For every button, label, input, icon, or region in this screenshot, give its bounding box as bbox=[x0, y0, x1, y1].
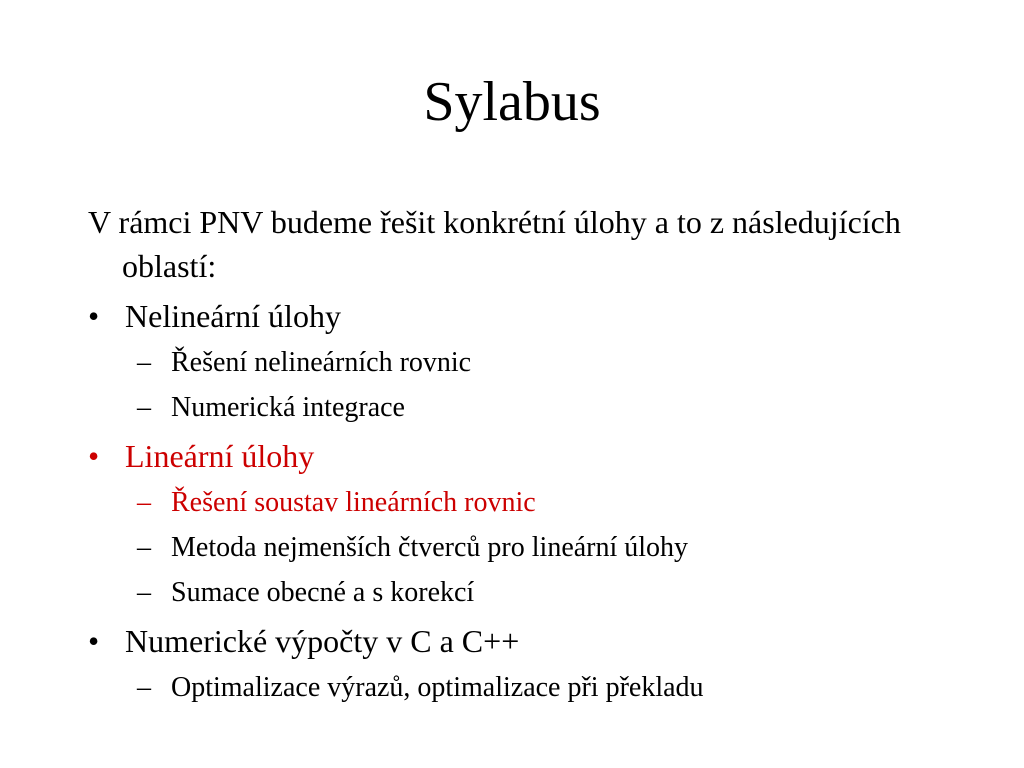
subitem-label: Řešení soustav lineárních rovnic bbox=[171, 487, 536, 518]
subitem-summation bbox=[88, 570, 958, 615]
slide-title: Sylabus bbox=[423, 71, 601, 133]
bullet-linear-problems bbox=[88, 434, 958, 478]
bullet-icon: • bbox=[88, 438, 100, 474]
bullet-label: Lineární úlohy bbox=[125, 438, 315, 474]
slide-body bbox=[88, 200, 958, 710]
dash-icon: – bbox=[137, 672, 151, 703]
bullet-nonlinear-problems bbox=[88, 294, 958, 338]
subitem-nonlinear-equations bbox=[88, 340, 958, 385]
subitem-label: Numerická integrace bbox=[171, 392, 405, 423]
dash-icon: – bbox=[137, 487, 151, 518]
dash-icon: – bbox=[137, 532, 151, 563]
dash-icon: – bbox=[137, 577, 151, 608]
subitem-linear-systems bbox=[88, 480, 958, 525]
subitem-numerical-integration bbox=[88, 385, 958, 430]
bullet-icon: • bbox=[88, 623, 100, 659]
bullet-icon: • bbox=[88, 298, 100, 334]
subitem-label: Sumace obecné a s korekcí bbox=[171, 577, 475, 608]
subitem-label: Optimalizace výrazů, optimalizace při překladu bbox=[171, 672, 704, 703]
dash-icon: – bbox=[137, 347, 151, 378]
bullet-label: Numerické výpočty v C a C++ bbox=[125, 623, 520, 659]
intro-text: V rámci PNV budeme řešit konkrétní úlohy a to z následujících oblastí: bbox=[88, 204, 901, 284]
subitem-optimization bbox=[88, 665, 958, 710]
subitem-least-squares bbox=[88, 525, 958, 570]
bullet-numerical-c-cpp bbox=[88, 619, 958, 663]
subitem-label: Metoda nejmenších čtverců pro lineární úlohy bbox=[171, 532, 689, 563]
bullet-label: Nelineární úlohy bbox=[125, 298, 341, 334]
subitem-label: Řešení nelineárních rovnic bbox=[171, 347, 472, 378]
dash-icon: – bbox=[137, 392, 151, 423]
